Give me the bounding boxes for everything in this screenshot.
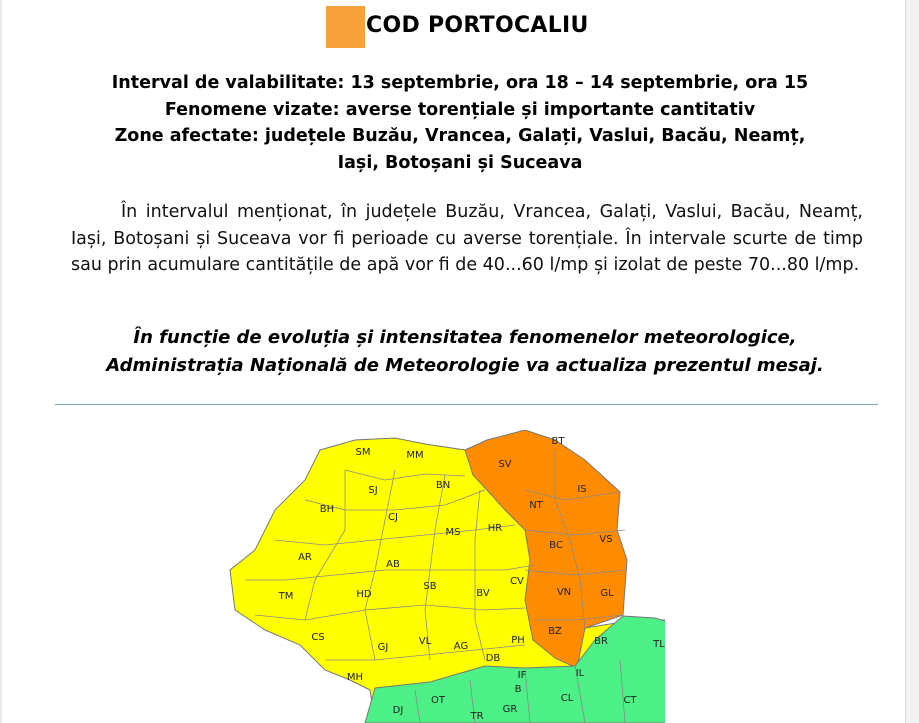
county-label-bh: BH	[319, 504, 335, 515]
county-label-sv: SV	[498, 459, 512, 470]
county-label-bn: BN	[435, 480, 451, 491]
update-notice	[40, 324, 890, 380]
county-label-sb: SB	[423, 581, 437, 592]
county-label-vs: VS	[599, 534, 613, 545]
update-notice-line-1: În funcție de evoluția și intensitatea fenomenelor meteorologice,	[133, 327, 797, 348]
county-label-ct: CT	[623, 695, 637, 706]
county-label-ms: MS	[445, 527, 461, 538]
county-label-gl: GL	[600, 588, 614, 599]
scrollbar-track[interactable]	[905, 0, 919, 723]
warning-details	[40, 70, 880, 176]
warning-title: COD PORTOCALIU	[366, 13, 589, 38]
county-label-br: BR	[594, 636, 608, 647]
county-label-gj: GJ	[377, 642, 389, 653]
county-label-is: IS	[577, 484, 587, 495]
county-label-ar: AR	[298, 552, 312, 563]
county-label-cs: CS	[311, 632, 325, 643]
county-label-gr: GR	[502, 704, 518, 715]
county-label-bz: BZ	[548, 626, 562, 637]
county-label-if: IF	[517, 670, 527, 681]
county-label-tl: TL	[653, 639, 665, 650]
affected-zones-line-1: Zone afectate: județele Buzău, Vrancea, Galați, Vaslui, Bacău, Neamț,	[114, 126, 806, 146]
county-label-bv: BV	[476, 588, 490, 599]
county-label-hd: HD	[356, 589, 372, 600]
county-label-nt: NT	[529, 500, 543, 511]
county-label-mh: MH	[346, 672, 364, 683]
county-label-ph: PH	[511, 635, 525, 646]
window-left-edge	[0, 0, 2, 723]
validity-interval: Interval de valabilitate: 13 septembrie, ora 18 – 14 septembrie, ora 15	[111, 73, 809, 93]
section-divider	[55, 404, 878, 405]
county-label-ab: AB	[386, 559, 400, 570]
county-label-tm: TM	[278, 591, 294, 602]
phenomena: Fenomene vizate: averse torențiale și importante cantitativ	[164, 99, 756, 120]
county-label-sm: SM	[355, 447, 371, 458]
romania-warning-map	[225, 430, 665, 723]
county-label-cv: CV	[510, 576, 524, 587]
county-label-dj: DJ	[392, 705, 404, 716]
warning-header	[0, 6, 919, 50]
county-label-cj: CJ	[388, 512, 398, 523]
county-label-tr: TR	[470, 711, 484, 722]
orange-code-swatch	[326, 6, 365, 48]
county-label-vl: VL	[418, 636, 432, 647]
affected-zones-line-2: Iași, Botoșani și Suceava	[337, 152, 583, 173]
county-label-ot: OT	[431, 695, 445, 706]
county-label-bc: BC	[549, 540, 563, 551]
county-label-cl: CL	[560, 693, 574, 704]
county-label-hr: HR	[487, 523, 503, 534]
county-label-bt: BT	[551, 436, 565, 447]
county-label-sj: SJ	[368, 485, 378, 496]
county-label-mm: MM	[406, 450, 424, 461]
county-label-b: B	[514, 684, 522, 695]
county-label-vn: VN	[556, 587, 572, 598]
county-label-il: IL	[575, 668, 585, 679]
county-label-db: DB	[485, 653, 501, 664]
update-notice-line-2: Administrația Națională de Meteorologie va actualiza prezentul mesaj.	[106, 355, 824, 376]
warning-description: În intervalul menționat, în județele Buzău, Vrancea, Galați, Vaslui, Bacău, Neamț, Iași, Botoșani și Suceava vor fi perioade cu averse torențiale. În intervale scurte de timp sau prin acumulare cantitățile de apă vor fi de 40...60 l/mp și izolat de peste 70...80 l/mp.	[71, 202, 863, 275]
county-label-ag: AG	[453, 641, 469, 652]
